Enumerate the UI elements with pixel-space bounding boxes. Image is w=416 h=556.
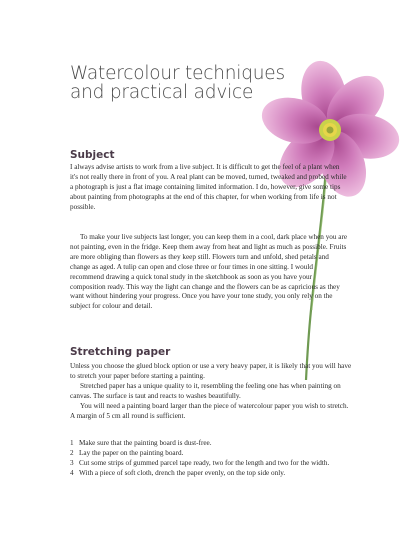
stretching-steps-list xyxy=(70,439,352,479)
stretching-paragraph-3: You will need a painting board larger than the piece of watercolour paper you wish to stretch. A margin of 5 cm all round is sufficient. xyxy=(70,402,349,420)
stretching-paragraph-2: Stretched paper has a unique quality to it, resembling the feeling one has when painting on canvas. The surface is taut and reacts to washes beautifully. xyxy=(70,382,341,400)
stretching-heading: Stretching paper xyxy=(70,346,171,358)
title-line-1: Watercolour techniques xyxy=(70,63,285,84)
pink-anemone-flower-icon xyxy=(255,50,416,380)
subject-paragraph-1: I always advise artists to work from a live subject. It is difficult to get the feel of a plant when it's not really there in front of you. A real plant can be moved, turned, tweaked and probed while a photograph is just a flat image containing limited information. I do, however, give some tips about painting from photographs at the end of this chapter, for when working from life is not possible. xyxy=(70,163,347,211)
stretching-paragraph-1: Unless you choose the glued block option or use a very heavy paper, it is likely that you will have to stretch your paper before starting a painting. xyxy=(70,362,352,380)
list-item: 2 Lay the paper on the painting board. xyxy=(70,448,184,457)
list-item: 1 Make sure that the painting board is dust-free. xyxy=(70,439,212,447)
list-item: 4 With a piece of soft cloth, drench the paper evenly, on the top side only. xyxy=(70,468,286,477)
subject-heading: Subject xyxy=(70,149,115,161)
subject-paragraph-2: To make your live subjects last longer, you can keep them in a cool, dark place when you are not painting, even in the fridge. Keep them away from heat and light as much as possible. Fruits are more obliging than flowers as they keep still. Flowers turn and unfold, shed petals and change as aged. A tulip can open and close three or four times in one sitting. I would recommend drawing a quick tonal study in the sketchbook as soon as you have your composition ready. This way the light can change and the flowers can be as capricious as they want without hindering your progress. Once you have your tone study, you only rely on the subject for colour and detail. xyxy=(70,233,348,311)
title-line-2: and practical advice xyxy=(70,82,254,103)
list-item: 3 Cut some strips of gummed parcel tape ready, two for the length and two for the width. xyxy=(70,458,330,467)
flower-illustration xyxy=(255,50,416,380)
